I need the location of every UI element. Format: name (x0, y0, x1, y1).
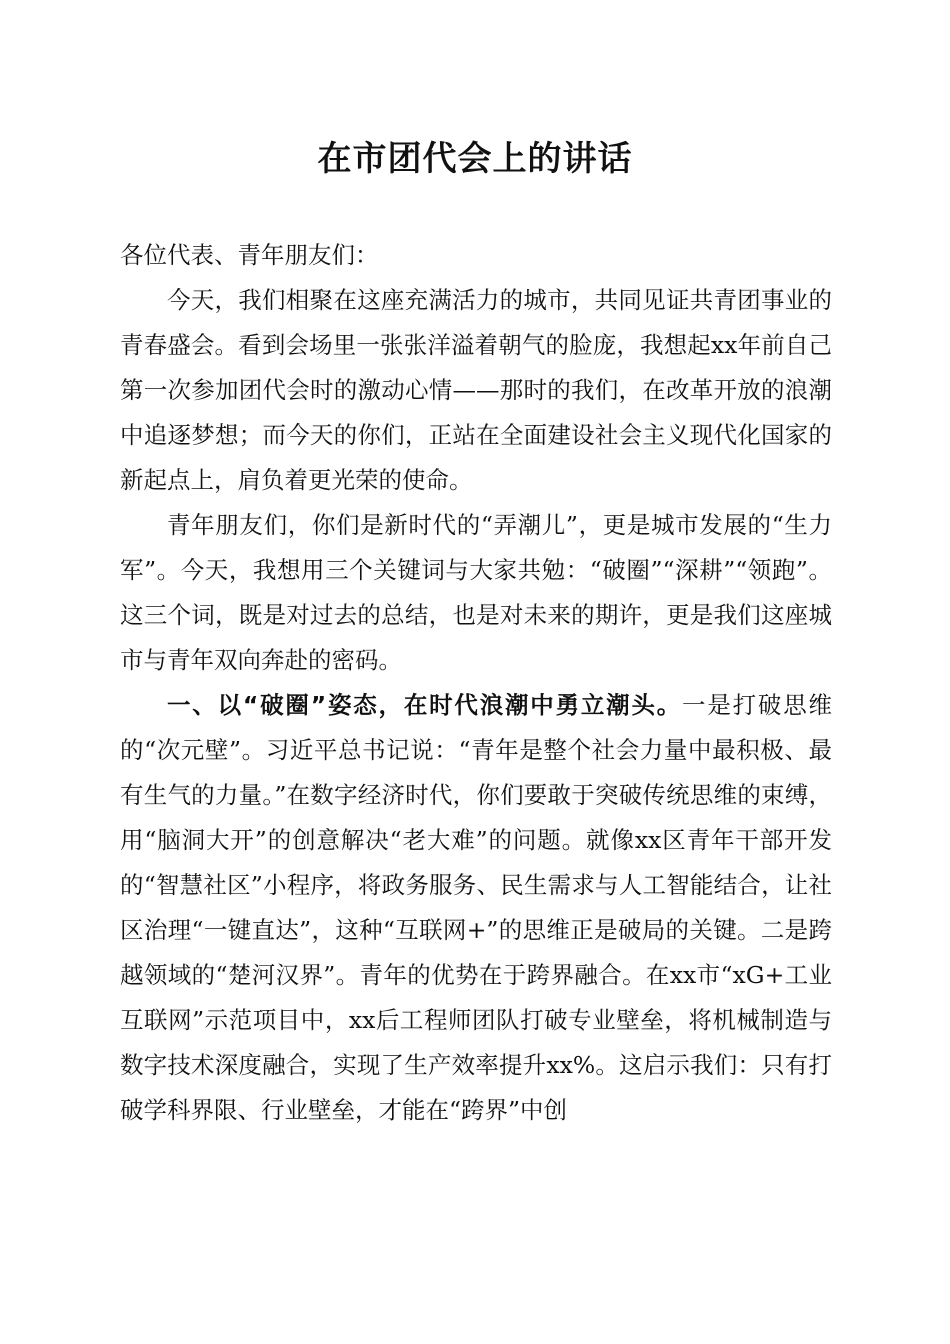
paragraph-keywords: 青年朋友们，你们是新时代的“弄潮儿”，更是城市发展的“生力军”。今天，我想用三个关键词与大家共勉：“破圈”“深耕”“领跑”。这三个词，既是对过去的总结，也是对未来的期许，更是我们这座城市与青年双向奔赴的密码。 (120, 511, 832, 674)
page-title: 在市团代会上的讲话 (317, 139, 633, 179)
paragraph-opening: 今天，我们相聚在这座充满活力的城市，共同见证共青团事业的青春盛会。看到会场里一张张洋溢着朝气的脸庞，我想起xx年前自己第一次参加团代会时的激动心情——那时的我们，在改革开放的浪潮中追逐梦想；而今天的你们，正站在全面建设社会主义现代化国家的新起点上，肩负着更光荣的使命。 (120, 286, 832, 494)
section-body: 一是打破思维的“次元壁”。习近平总书记说：“青年是整个社会力量中最积极、最有生气的力量。”在数字经济时代，你们要敢于突破传统思维的束缚，用“脑洞大开”的创意解决“老大难”的问题。就像xx区青年干部开发的“智慧社区”小程序，将政务服务、民生需求与人工智能结合，让社区治理“一键直达”，这种“互联网+”的思维正是破局的关键。二是跨越领域的“楚河汉界”。青年的优势在于跨界融合。在xx市“xG+工业互联网”示范项目中，xx后工程师团队打破专业壁垒，将机械制造与数字技术深度融合，实现了生产效率提升xx%。这启示我们：只有打破学科界限、行业壁垒，才能在“跨界”中创 (120, 691, 833, 1124)
section-heading: 一、以“破圈”姿态，在时代浪潮中勇立潮头。 (167, 691, 683, 719)
document-body (120, 233, 832, 1133)
paragraph-section-one (120, 683, 832, 1133)
salutation: 各位代表、青年朋友们： (120, 241, 379, 269)
